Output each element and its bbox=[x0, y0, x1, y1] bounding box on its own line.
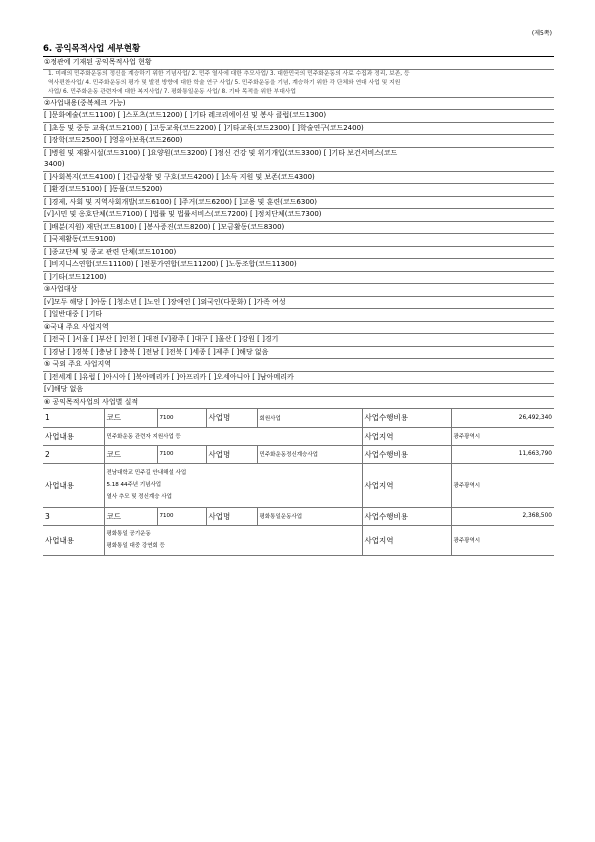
sec4-heading: ④국내 주요 사업지역 bbox=[43, 322, 554, 335]
project-code: 7100 bbox=[157, 507, 206, 525]
content-label: 사업내용 bbox=[43, 525, 104, 555]
sec6-heading: ⑥ 공익목적사업의 사업별 실적 bbox=[43, 397, 554, 410]
project-content bbox=[104, 463, 362, 507]
sec2-line: [ ]병원 및 재활시설(코드3100) [ ]요양원(코드3200) [ ]정신 건강 및 위기개입(코드3300) [ ]기타 보건서비스(코드 bbox=[44, 148, 398, 157]
sec1-line: 사업/ 6. 민주화운동 관련자에 대한 복지사업/ 7. 평화통일운동 사업/ 8. 기타 목적을 위한 부대사업 bbox=[48, 88, 296, 95]
project-detail-row bbox=[43, 463, 554, 507]
code-label: 코드 bbox=[104, 507, 157, 525]
project-region: 광주광역시 bbox=[451, 525, 554, 555]
sec3-line: [√]모두 해당 [ ]아동 [ ]청소년 [ ]노인 [ ]장애인 [ ]외국인(다문화) [ ]가족 여성 bbox=[43, 297, 554, 310]
sec5-line: [√]해당 없음 bbox=[43, 384, 554, 397]
sec2-heading: ②사업내용(중복체크 가능) bbox=[43, 98, 554, 111]
sec2-line: [ ]환경(코드5100) [ ]동물(코드5200) bbox=[43, 184, 554, 197]
project-code: 7100 bbox=[157, 445, 206, 463]
project-row bbox=[43, 445, 554, 463]
region-label: 사업지역 bbox=[362, 463, 451, 507]
name-label: 사업명 bbox=[206, 445, 257, 463]
sec2-line: [ ]비지니스연합(코드11100) [ ]전문가연합(코드11200) [ ]노동조합(코드11300) bbox=[43, 259, 554, 272]
sec2-line: [ ]초등 및 중등 교육(코드2100) [ ]고등교육(코드2200) [ ]기타교육(코드2300) [ ]학술연구(코드2400) bbox=[43, 123, 554, 136]
content-label: 사업내용 bbox=[43, 427, 104, 445]
project-no: 1 bbox=[43, 409, 104, 427]
project-code: 7100 bbox=[157, 409, 206, 427]
sec2-line: [ ]문화예술(코드1100) [ ]스포츠(코드1200) [ ]기타 레크리에이션 및 봉사 클럽(코드1300) bbox=[43, 110, 554, 123]
sec1-line: 역사편찬사업/ 4. 민주화운동의 평가 및 발전 방향에 대한 학술 연구 사업/ 5. 민주화운동을 기념, 계승하기 위한 각 단체와 연대 사업 및 지원 bbox=[48, 79, 401, 86]
project-name: 민주화운동정신계승사업 bbox=[257, 445, 362, 463]
sec2-line: [ ]사회복지(코드4100) [ ]긴급상황 및 구호(코드4200) [ ]소득 지원 및 보존(코드4300) bbox=[43, 172, 554, 185]
sec4-line: [ ]경남 [ ]경북 [ ]충남 [ ]충북 [ ]전남 [ ]전북 [ ]세종 [ ]제주 [ ]해당 없음 bbox=[43, 347, 554, 360]
project-name: 평화통일운동사업 bbox=[257, 507, 362, 525]
sec2-line: [ ]경제, 사회 및 지역사회개발(코드6100) [ ]주거(코드6200) [ ]고용 및 훈련(코드6300) bbox=[43, 197, 554, 210]
sec1-line: 1. 미래의 민주화운동의 정신을 계승하기 위한 기념사업/ 2. 민주 열사에 대한 추모사업/ 3. 대한민국의 민주화운동의 사료 수집과 정리, 보존, 등 bbox=[48, 70, 410, 77]
project-table bbox=[43, 409, 554, 556]
project-detail-row bbox=[43, 525, 554, 555]
cost-label: 사업수행비용 bbox=[362, 445, 451, 463]
project-no: 3 bbox=[43, 507, 104, 525]
code-label: 코드 bbox=[104, 409, 157, 427]
sec2-line: [√]시민 및 옹호단체(코드7100) [ ]법률 및 법률서비스(코드7200) [ ]정치단체(코드7300) bbox=[43, 209, 554, 222]
content-line: 평화통일 대중 강연회 등 bbox=[106, 543, 165, 549]
sec2-line: [ ]배분(지원) 재단(코드8100) [ ]봉사증진(코드8200) [ ]모금활동(코드8300) bbox=[43, 222, 554, 235]
region-label: 사업지역 bbox=[362, 427, 451, 445]
sec5-line: [ ]전세계 [ ]유럽 [ ]아시아 [ ]북아메리카 [ ]아프리카 [ ]오세아니아 [ ]남아메리카 bbox=[43, 372, 554, 385]
content-line: 5.18 44주년 기념사업 bbox=[106, 482, 162, 488]
sec5-heading: ⑤ 국외 주요 사업지역 bbox=[43, 359, 554, 372]
project-region: 광주광역시 bbox=[451, 427, 554, 445]
sec2-line: [ ]장학(코드2500) [ ]영유아보육(코드2600) bbox=[43, 135, 554, 148]
project-row bbox=[43, 409, 554, 427]
cost-label: 사업수행비용 bbox=[362, 409, 451, 427]
page-title: 6. 공익목적사업 세부현황 bbox=[43, 44, 141, 54]
project-cost: 11,663,790 bbox=[451, 445, 554, 463]
project-content: 민주화운동 관련자 지원사업 등 bbox=[104, 427, 362, 445]
report-frame bbox=[43, 56, 554, 556]
sec4-line: [ ]전국 [ ]서울 [ ]부산 [ ]인천 [ ]대전 [√]광주 [ ]대구 [ ]울산 [ ]강원 [ ]경기 bbox=[43, 334, 554, 347]
content-line: 열사 추모 및 정신계승 사업 bbox=[106, 494, 172, 500]
project-region: 광주광역시 bbox=[451, 463, 554, 507]
project-content bbox=[104, 525, 362, 555]
name-label: 사업명 bbox=[206, 507, 257, 525]
sec2-line: [ ]국제활동(코드9100) bbox=[43, 234, 554, 247]
content-line: 평화통일 공기운동 bbox=[106, 531, 151, 537]
project-name: 회원사업 bbox=[257, 409, 362, 427]
sec2-line: [ ]기타(코드12100) bbox=[43, 272, 554, 285]
sec2-line: 3400) bbox=[43, 159, 554, 172]
project-cost: 2,368,500 bbox=[451, 507, 554, 525]
sec1-body bbox=[43, 70, 554, 98]
sec1-heading: ①정관에 기재된 공익목적사업 현황 bbox=[43, 57, 554, 70]
page-number: (제5쪽) bbox=[531, 30, 552, 37]
content-line: 전남대학교 민주길 안내해설 사업 bbox=[106, 470, 187, 476]
region-label: 사업지역 bbox=[362, 525, 451, 555]
cost-label: 사업수행비용 bbox=[362, 507, 451, 525]
code-label: 코드 bbox=[104, 445, 157, 463]
name-label: 사업명 bbox=[206, 409, 257, 427]
project-cost: 26,492,340 bbox=[451, 409, 554, 427]
sec2-line: [ ]종교단체 및 종교 관련 단체(코드10100) bbox=[43, 247, 554, 260]
content-label: 사업내용 bbox=[43, 463, 104, 507]
sec3-line: [ ]일반대중 [ ]기타 bbox=[43, 309, 554, 322]
sec3-heading: ③사업대상 bbox=[43, 284, 554, 297]
project-detail-row bbox=[43, 427, 554, 445]
project-no: 2 bbox=[43, 445, 104, 463]
project-row bbox=[43, 507, 554, 525]
